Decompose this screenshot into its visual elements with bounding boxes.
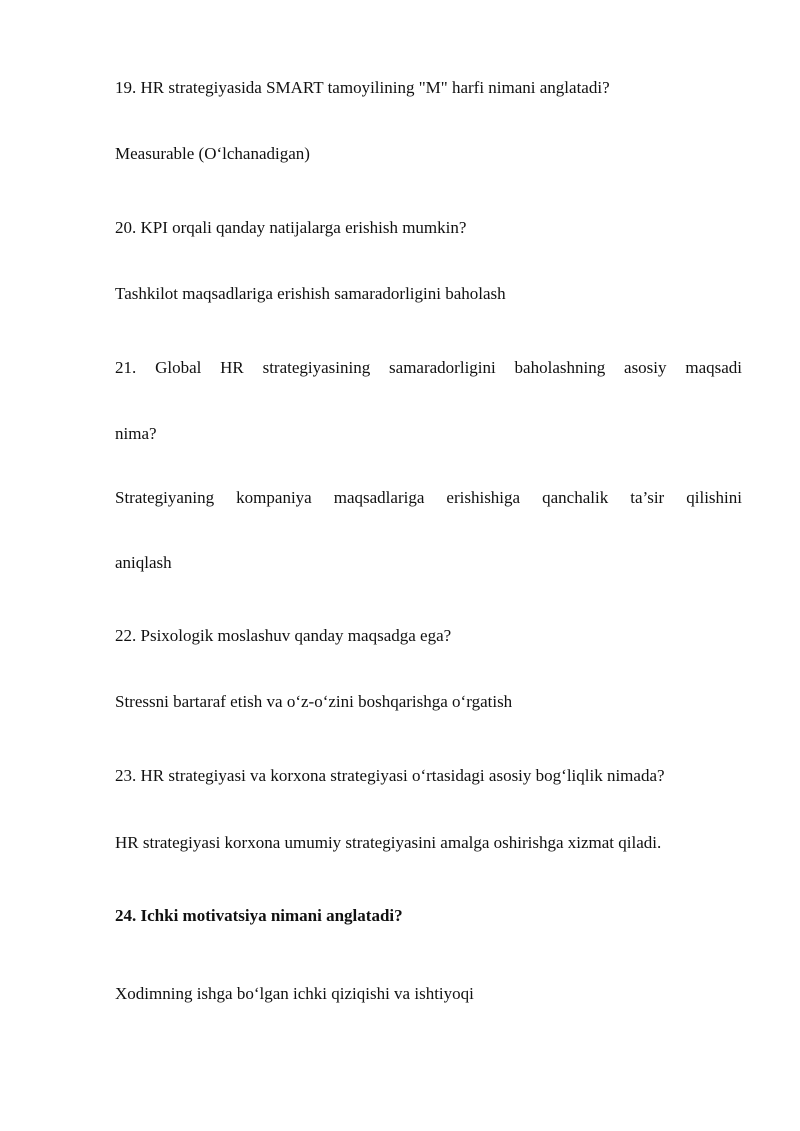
answer-21-line-2: aniqlash: [115, 553, 172, 572]
question-21-line-2: nima?: [115, 424, 157, 443]
answer-22: Stressni bartaraf etish va o‘z-o‘zini boshqarishga o‘rgatish: [115, 692, 513, 711]
answer-23: HR strategiyasi korxona umumiy strategiyasini amalga oshirishga xizmat qiladi.: [115, 833, 662, 852]
answer-20: Tashkilot maqsadlariga erishish samaradorligini baholash: [115, 284, 506, 303]
question-23: 23. HR strategiyasi va korxona strategiyasi o‘rtasidagi asosiy bog‘liqlik nimada?: [115, 766, 665, 785]
question-24: 24. Ichki motivatsiya nimani anglatadi?: [115, 906, 403, 925]
question-20: 20. KPI orqali qanday natijalarga erishish mumkin?: [115, 218, 467, 237]
answer-24: Xodimning ishga bo‘lgan ichki qiziqishi va ishtiyoqi: [115, 984, 474, 1003]
question-19: 19. HR strategiyasida SMART tamoyilining "M" harfi nimani anglatadi?: [115, 78, 610, 97]
question-22: 22. Psixologik moslashuv qanday maqsadga ega?: [115, 626, 452, 645]
answer-19: Measurable (O‘lchanadigan): [115, 144, 310, 163]
answer-21-line-1: Strategiyaning kompaniya maqsadlariga erishishiga qanchalik ta’sir qilishini: [115, 488, 742, 507]
question-21-line-1: 21. Global HR strategiyasining samaradorligini baholashning asosiy maqsadi: [115, 358, 742, 377]
